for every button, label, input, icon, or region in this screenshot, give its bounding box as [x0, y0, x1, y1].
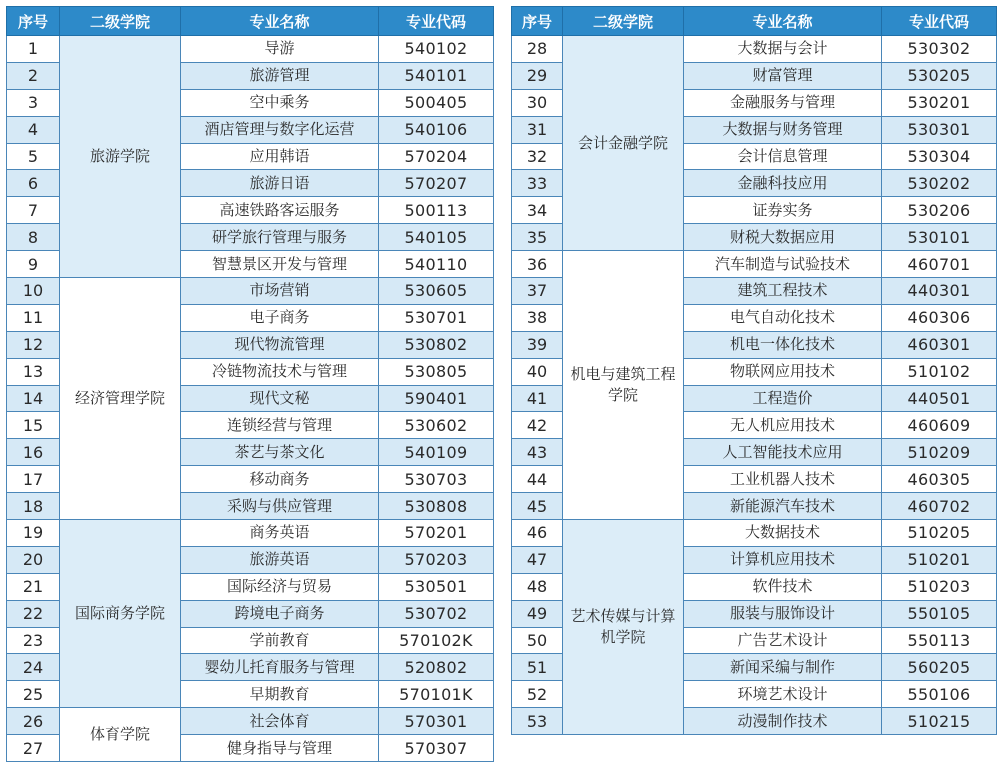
table-body-right: [512, 36, 997, 735]
major-code: 510203: [882, 573, 997, 600]
major-code: 540106: [379, 116, 494, 143]
major-name: 财富管理: [684, 62, 882, 89]
major-code: 530301: [882, 116, 997, 143]
row-index: 11: [7, 304, 60, 331]
major-code: 460305: [882, 466, 997, 493]
major-name: 旅游日语: [181, 170, 379, 197]
major-name: 物联网应用技术: [684, 358, 882, 385]
major-name: 财税大数据应用: [684, 224, 882, 251]
major-code: 510205: [882, 520, 997, 547]
major-code: 550106: [882, 681, 997, 708]
major-name: 机电一体化技术: [684, 331, 882, 358]
major-code: 460306: [882, 304, 997, 331]
row-index: 3: [7, 89, 60, 116]
college-name: 体育学院: [60, 708, 181, 762]
major-code: 440301: [882, 278, 997, 305]
row-index: 33: [512, 170, 563, 197]
table-row: [7, 520, 494, 547]
major-name: 研学旅行管理与服务: [181, 224, 379, 251]
major-name: 环境艺术设计: [684, 681, 882, 708]
major-name: 现代物流管理: [181, 331, 379, 358]
major-code: 460702: [882, 493, 997, 520]
major-code: 530805: [379, 358, 494, 385]
major-name: 智慧景区开发与管理: [181, 251, 379, 278]
major-code: 530101: [882, 224, 997, 251]
row-index: 48: [512, 573, 563, 600]
major-name: 建筑工程技术: [684, 278, 882, 305]
row-index: 40: [512, 358, 563, 385]
row-index: 9: [7, 251, 60, 278]
row-index: 4: [7, 116, 60, 143]
row-index: 15: [7, 412, 60, 439]
major-name: 应用韩语: [181, 143, 379, 170]
major-code: 540105: [379, 224, 494, 251]
major-code: 460609: [882, 412, 997, 439]
major-code: 440501: [882, 385, 997, 412]
row-index: 34: [512, 197, 563, 224]
college-name: 机电与建筑工程学院: [563, 251, 684, 520]
major-name: 健身指导与管理: [181, 735, 379, 762]
major-code: 570201: [379, 520, 494, 547]
row-index: 29: [512, 62, 563, 89]
major-name: 商务英语: [181, 520, 379, 547]
major-name: 导游: [181, 36, 379, 63]
major-name: 移动商务: [181, 466, 379, 493]
major-name: 婴幼儿托育服务与管理: [181, 654, 379, 681]
major-code: 530808: [379, 493, 494, 520]
major-name: 工程造价: [684, 385, 882, 412]
major-name: 无人机应用技术: [684, 412, 882, 439]
major-code: 570204: [379, 143, 494, 170]
major-code: 570102K: [379, 627, 494, 654]
header-major: 专业名称: [181, 7, 379, 36]
major-code: 560205: [882, 654, 997, 681]
major-name: 茶艺与茶文化: [181, 439, 379, 466]
row-index: 38: [512, 304, 563, 331]
major-code: 570101K: [379, 681, 494, 708]
major-code: 460701: [882, 251, 997, 278]
major-name: 动漫制作技术: [684, 708, 882, 735]
major-code: 530206: [882, 197, 997, 224]
major-code: 570301: [379, 708, 494, 735]
row-index: 53: [512, 708, 563, 735]
major-name: 计算机应用技术: [684, 546, 882, 573]
major-name: 空中乘务: [181, 89, 379, 116]
major-code: 540102: [379, 36, 494, 63]
row-index: 31: [512, 116, 563, 143]
college-name: 经济管理学院: [60, 278, 181, 520]
major-code: 530602: [379, 412, 494, 439]
row-index: 26: [7, 708, 60, 735]
major-name: 电子商务: [181, 304, 379, 331]
major-name: 现代文秘: [181, 385, 379, 412]
header-college: 二级学院: [563, 7, 684, 36]
table-row: [512, 36, 997, 63]
table-header-row: [512, 7, 997, 36]
table-row: [512, 520, 997, 547]
table-body-left: [7, 36, 494, 762]
row-index: 5: [7, 143, 60, 170]
major-code: 460301: [882, 331, 997, 358]
row-index: 2: [7, 62, 60, 89]
major-code: 570207: [379, 170, 494, 197]
row-index: 8: [7, 224, 60, 251]
row-index: 20: [7, 546, 60, 573]
major-code: 510215: [882, 708, 997, 735]
row-index: 30: [512, 89, 563, 116]
row-index: 18: [7, 493, 60, 520]
table-row: [7, 278, 494, 305]
row-index: 41: [512, 385, 563, 412]
college-name: 旅游学院: [60, 36, 181, 278]
row-index: 6: [7, 170, 60, 197]
major-code: 500405: [379, 89, 494, 116]
major-code: 510102: [882, 358, 997, 385]
major-code: 540109: [379, 439, 494, 466]
row-index: 23: [7, 627, 60, 654]
row-index: 39: [512, 331, 563, 358]
row-index: 37: [512, 278, 563, 305]
header-college: 二级学院: [60, 7, 181, 36]
header-index: 序号: [7, 7, 60, 36]
row-index: 45: [512, 493, 563, 520]
major-name: 大数据与会计: [684, 36, 882, 63]
college-name: 艺术传媒与计算机学院: [563, 520, 684, 735]
row-index: 49: [512, 600, 563, 627]
header-major: 专业名称: [684, 7, 882, 36]
major-code: 510201: [882, 546, 997, 573]
table-row: [7, 36, 494, 63]
major-code: 530202: [882, 170, 997, 197]
row-index: 27: [7, 735, 60, 762]
major-name: 服装与服饰设计: [684, 600, 882, 627]
row-index: 1: [7, 36, 60, 63]
header-code: 专业代码: [882, 7, 997, 36]
row-index: 44: [512, 466, 563, 493]
row-index: 32: [512, 143, 563, 170]
row-index: 7: [7, 197, 60, 224]
major-name: 汽车制造与试验技术: [684, 251, 882, 278]
row-index: 47: [512, 546, 563, 573]
row-index: 10: [7, 278, 60, 305]
major-code: 530702: [379, 600, 494, 627]
majors-table-right: [511, 6, 997, 735]
major-name: 人工智能技术应用: [684, 439, 882, 466]
major-code: 570203: [379, 546, 494, 573]
major-code: 590401: [379, 385, 494, 412]
major-code: 530201: [882, 89, 997, 116]
table-header-row: [7, 7, 494, 36]
row-index: 13: [7, 358, 60, 385]
major-name: 新能源汽车技术: [684, 493, 882, 520]
row-index: 21: [7, 573, 60, 600]
row-index: 28: [512, 36, 563, 63]
major-name: 大数据技术: [684, 520, 882, 547]
major-name: 工业机器人技术: [684, 466, 882, 493]
major-name: 跨境电子商务: [181, 600, 379, 627]
major-code: 550105: [882, 600, 997, 627]
major-name: 采购与供应管理: [181, 493, 379, 520]
major-code: 540101: [379, 62, 494, 89]
major-name: 金融科技应用: [684, 170, 882, 197]
row-index: 19: [7, 520, 60, 547]
major-code: 530302: [882, 36, 997, 63]
major-code: 530701: [379, 304, 494, 331]
major-name: 广告艺术设计: [684, 627, 882, 654]
row-index: 35: [512, 224, 563, 251]
major-code: 550113: [882, 627, 997, 654]
major-name: 大数据与财务管理: [684, 116, 882, 143]
major-code: 530304: [882, 143, 997, 170]
major-code: 530501: [379, 573, 494, 600]
row-index: 50: [512, 627, 563, 654]
row-index: 16: [7, 439, 60, 466]
major-name: 金融服务与管理: [684, 89, 882, 116]
major-name: 旅游管理: [181, 62, 379, 89]
row-index: 43: [512, 439, 563, 466]
major-name: 早期教育: [181, 681, 379, 708]
row-index: 24: [7, 654, 60, 681]
table-row: [512, 251, 997, 278]
major-name: 证券实务: [684, 197, 882, 224]
major-name: 冷链物流技术与管理: [181, 358, 379, 385]
header-code: 专业代码: [379, 7, 494, 36]
header-index: 序号: [512, 7, 563, 36]
major-code: 530605: [379, 278, 494, 305]
major-code: 570307: [379, 735, 494, 762]
row-index: 51: [512, 654, 563, 681]
college-name: 会计金融学院: [563, 36, 684, 251]
major-code: 510209: [882, 439, 997, 466]
major-name: 社会体育: [181, 708, 379, 735]
major-name: 国际经济与贸易: [181, 573, 379, 600]
major-code: 500113: [379, 197, 494, 224]
major-name: 旅游英语: [181, 546, 379, 573]
major-name: 软件技术: [684, 573, 882, 600]
major-name: 酒店管理与数字化运营: [181, 116, 379, 143]
row-index: 42: [512, 412, 563, 439]
row-index: 12: [7, 331, 60, 358]
row-index: 52: [512, 681, 563, 708]
row-index: 17: [7, 466, 60, 493]
major-name: 电气自动化技术: [684, 304, 882, 331]
major-name: 学前教育: [181, 627, 379, 654]
major-code: 530205: [882, 62, 997, 89]
major-name: 市场营销: [181, 278, 379, 305]
major-code: 530802: [379, 331, 494, 358]
major-code: 520802: [379, 654, 494, 681]
row-index: 14: [7, 385, 60, 412]
row-index: 36: [512, 251, 563, 278]
major-name: 连锁经营与管理: [181, 412, 379, 439]
major-name: 会计信息管理: [684, 143, 882, 170]
major-code: 530703: [379, 466, 494, 493]
majors-table-left: [6, 6, 494, 762]
major-name: 新闻采编与制作: [684, 654, 882, 681]
row-index: 46: [512, 520, 563, 547]
row-index: 25: [7, 681, 60, 708]
major-code: 540110: [379, 251, 494, 278]
major-name: 高速铁路客运服务: [181, 197, 379, 224]
row-index: 22: [7, 600, 60, 627]
college-name: 国际商务学院: [60, 520, 181, 708]
table-row: [7, 708, 494, 735]
